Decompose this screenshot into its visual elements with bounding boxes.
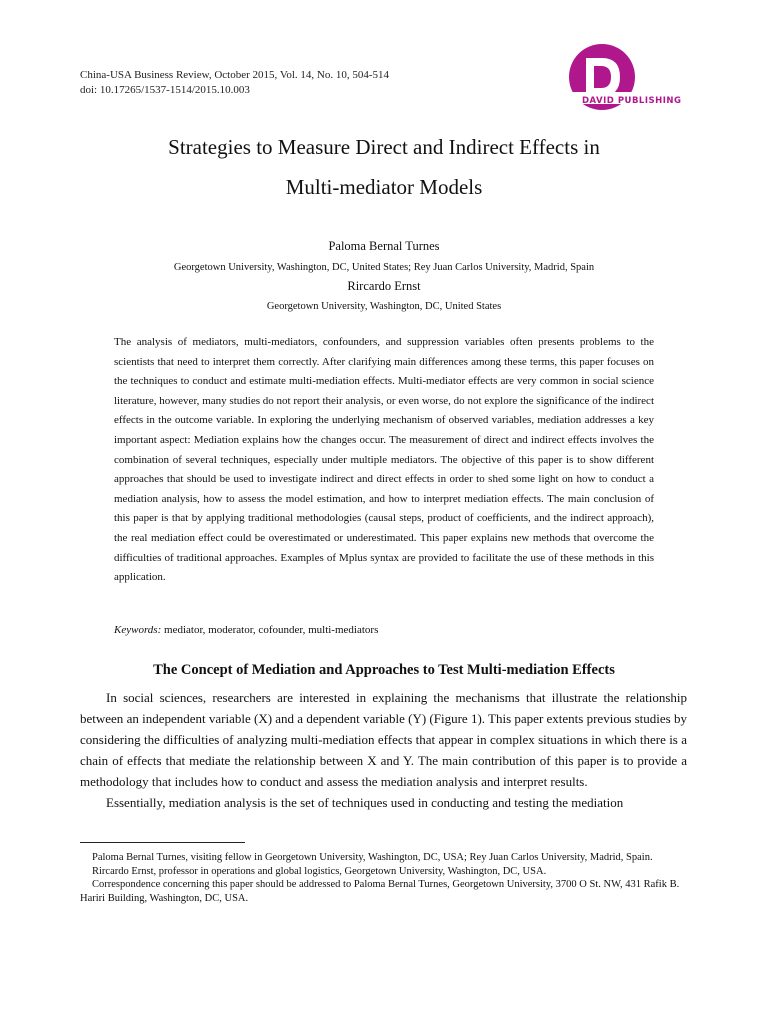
body-paragraph-1: In social sciences, researchers are interested in explaining the mechanisms that illustrate the relationship between an independent variable (X) and a dependent variable (Y) (Figure 1). This paper extents previous studies by considering the difficulties of analyzing multi-mediation effects that appear in complex situations in which there is a chain of effects that mediate the relationship between X and Y. The main contribution of this paper is to provide a methodology that includes how to conduct and assess the mediation analysis and interpret results. [80, 690, 687, 789]
section-heading: The Concept of Mediation and Approaches to Test Multi-mediation Effects [153, 662, 615, 678]
paper-title-line-1: Strategies to Measure Direct and Indirect Effects in [168, 135, 600, 159]
footnote-2: Rircardo Ernst, professor in operations and global logistics, Georgetown University, Washington, DC, USA. [92, 865, 547, 877]
doi-line: doi: 10.17265/1537-1514/2015.10.003 [80, 84, 250, 96]
footnote-divider [80, 842, 245, 843]
footnotes [80, 851, 687, 905]
author-name-2: Rircardo Ernst [347, 279, 421, 293]
journal-citation: China-USA Business Review, October 2015, Vol. 14, No. 10, 504-514 [80, 69, 390, 81]
keywords-label: Keywords: [114, 624, 162, 636]
footnote-3: Correspondence concerning this paper should be addressed to Paloma Bernal Turnes, Georgetown University, 3700 O St. NW, 431 Rafik B. Hariri Building, Washington, DC, USA. [80, 879, 680, 904]
paper-title-line-2: Multi-mediator Models [285, 175, 483, 199]
abstract: The analysis of mediators, multi-mediators, confounders, and suppression variables often presents problems to the scientists that need to interpret them correctly. After clarifying main differences among these terms, this paper focuses on the techniques to conduct and estimate multi-mediation effects. Multi-mediator effects are very common in social science literature, however, many studies do not report their analysis, or even worse, do not explore the significance of the indirect effects in the outcome variable. In exploring the underlying mechanism of observed variables, mediation addresses a key important aspect: Mediation explains how the changes occur. The measurement of direct and indirect effects involves the combination of several techniques, especially under multiple mediators. The objective of this paper is to show different approaches that should be used to investigate indirect and direct effects in order to shed some light on how to conduct a mediation analysis, how to assess the model estimation, and how to interpret mediation effects. The main conclusion of this paper is that by applying traditional methodologies (causal steps, product of coefficients, and the indirect approach), the real mediation effect could be overestimated or underestimated. This paper explains new methods that overcome the difficulties of traditional approaches. Examples of Mplus syntax are provided to facilitate the use of these methods in this application. [114, 336, 654, 584]
journal-meta [80, 68, 389, 98]
body-paragraph-2: Essentially, mediation analysis is the set of techniques used in conducting and testing the mediation [106, 795, 624, 810]
footnote-1: Paloma Bernal Turnes, visiting fellow in Georgetown University, Washington, DC, USA; Rey Juan Carlos University, Madrid, Spain. [92, 852, 653, 863]
author-name-1: Paloma Bernal Turnes [328, 239, 440, 253]
body-text [80, 687, 687, 813]
author-affiliation-1: Georgetown University, Washington, DC, United States; Rey Juan Carlos University, Madrid, Spain [173, 262, 595, 273]
keywords [114, 624, 378, 636]
publisher-logo-text: DAVID PUBLISHING [582, 96, 682, 106]
keywords-text: mediator, moderator, cofounder, multi-mediators [161, 624, 379, 636]
author-affiliation-2: Georgetown University, Washington, DC, United States [266, 301, 502, 312]
